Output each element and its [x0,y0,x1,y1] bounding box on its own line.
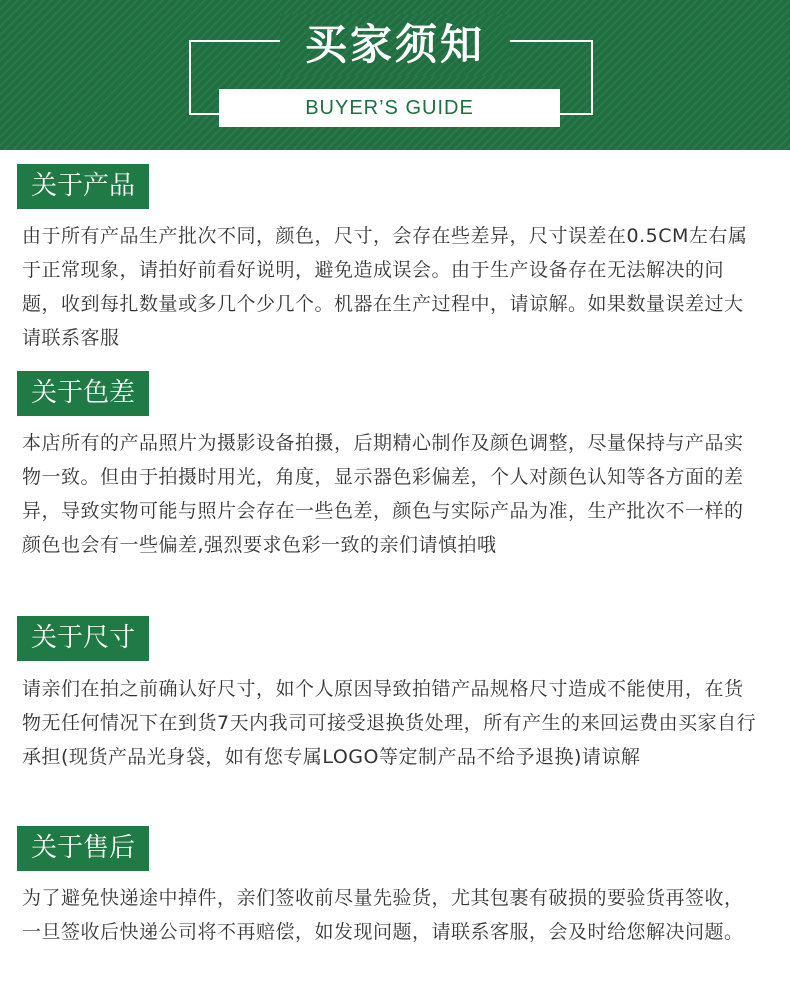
section-body-after-sales: 为了避免快递途中掉件，亲们签收前尽量先验货，尤其包裹有破损的要验货再签收，一旦签收后快递公司将不再赔偿，如发现问题，请联系客服，会及时给您解决问题。 [22,887,744,943]
banner-subtitle: BUYER’S GUIDE [219,89,560,127]
section-body-size: 请亲们在拍之前确认好尺寸，如个人原因导致拍错产品规格尺寸造成不能使用，在货物无任何情况下在到货7天内我司可接受退换货处理，所有产生的来回运费由买家自行承担(现货产品光身袋，如有您专属LOGO等定制产品不给予退换)请谅解 [22,678,757,768]
banner-title: 买家须知 [280,14,510,76]
section-heading-color: 关于色差 [17,371,149,416]
section-body-color: 本店所有的产品照片为摄影设备拍摄，后期精心制作及颜色调整，尽量保持与产品实物一致。但由于拍摄时用光，角度，显示器色彩偏差，个人对颜色认知等各方面的差异，导致实物可能与照片会存在一些色差，颜色与实际产品为准，生产批次不一样的颜色也会有一些偏差,强烈要求色彩一致的亲们请慎拍哦 [22,432,744,556]
section-heading-after-sales: 关于售后 [17,826,149,871]
section-heading-product: 关于产品 [17,164,149,209]
guide-banner [0,0,790,150]
section-body-product: 由于所有产品生产批次不同，颜色，尺寸，会存在些差异，尺寸误差在0.5CM左右属于正常现象，请拍好前看好说明，避免造成误会。由于生产设备存在无法解决的问题，收到每扎数量或多几个少几个。机器在生产过程中，请谅解。如果数量误差过大请联系客服 [22,225,748,349]
section-heading-size: 关于尺寸 [17,616,149,661]
